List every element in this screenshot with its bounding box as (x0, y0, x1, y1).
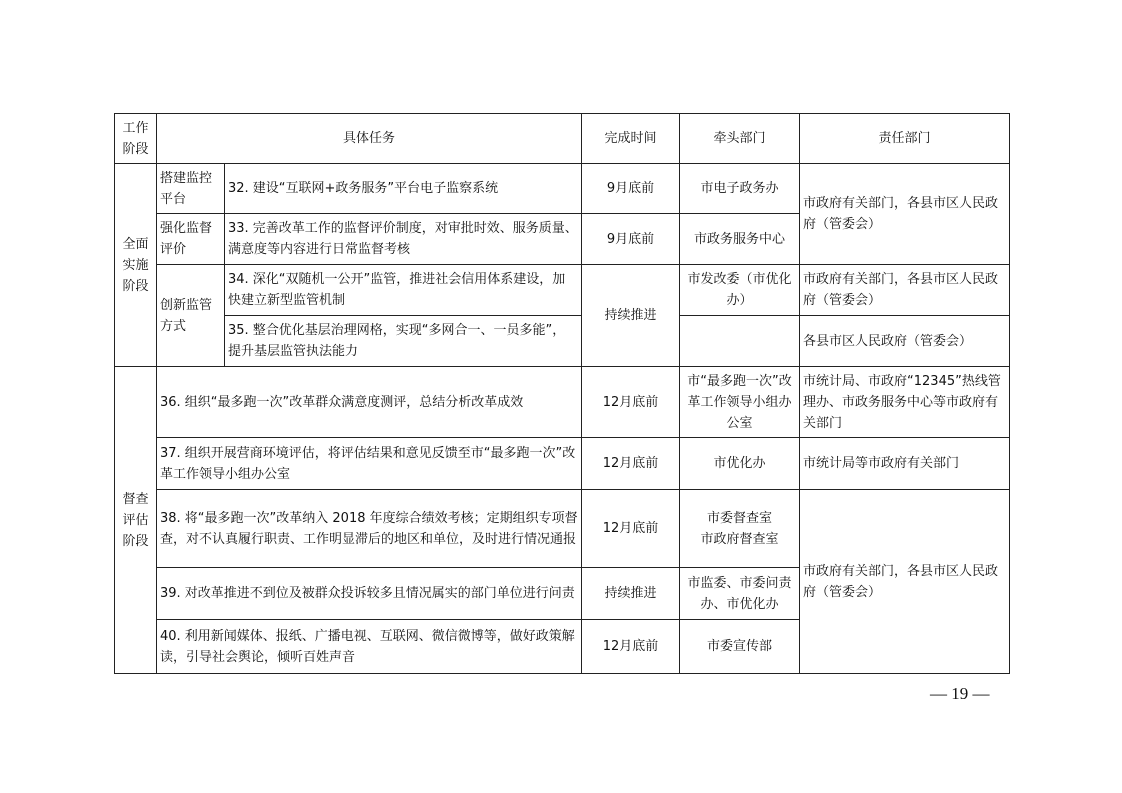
sub-stage-cell: 创新监管方式 (157, 265, 225, 367)
lead-line: 市政府督查室 (700, 531, 779, 547)
time-cell: 持续推进 (582, 568, 680, 620)
header-lead: 牵头部门 (680, 114, 800, 164)
lead-cell (680, 316, 800, 367)
lead-cell: 市委宣传部 (680, 620, 800, 674)
header-resp: 责任部门 (800, 114, 1010, 164)
lead-cell: 市发改委（市优化办） (680, 265, 800, 316)
time-cell: 9月底前 (582, 214, 680, 265)
stage-cell: 全面实施阶段 (115, 164, 157, 367)
lead-cell: 市监委、市委问责办、市优化办 (680, 568, 800, 620)
header-time: 完成时间 (582, 114, 680, 164)
task-cell: 38. 将“最多跑一次”改革纳入 2018 年度综合绩效考核；定期组织专项督查，对不认真履行职责、工作明显滞后的地区和单位，及时进行情况通报 (157, 490, 582, 568)
task-table (114, 113, 1010, 674)
task-cell: 39. 对改革推进不到位及被群众投诉较多且情况属实的部门单位进行问责 (157, 568, 582, 620)
resp-cell: 市统计局等市政府有关部门 (800, 438, 1010, 490)
task-cell: 35. 整合优化基层治理网格，实现“多网合一、一员多能”，提升基层监管执法能力 (225, 316, 582, 367)
lead-cell: 市电子政务办 (680, 164, 800, 214)
time-cell: 12月底前 (582, 490, 680, 568)
header-task: 具体任务 (157, 114, 582, 164)
table-row (115, 367, 1010, 438)
task-cell: 32. 建设“互联网+政务服务”平台电子监察系统 (225, 164, 582, 214)
time-cell: 9月底前 (582, 164, 680, 214)
stage-cell: 督查评估阶段 (115, 367, 157, 674)
time-cell: 12月底前 (582, 367, 680, 438)
resp-cell: 市政府有关部门，各县市区人民政府（管委会） (800, 490, 1010, 674)
header-row (115, 114, 1010, 164)
resp-cell: 各县市区人民政府（管委会） (800, 316, 1010, 367)
lead-cell (680, 490, 800, 568)
table-row (115, 316, 1010, 367)
sub-stage-cell: 强化监督评价 (157, 214, 225, 265)
task-cell: 33. 完善改革工作的监督评价制度，对审批时效、服务质量、满意度等内容进行日常监督考核 (225, 214, 582, 265)
header-stage: 工作阶段 (115, 114, 157, 164)
task-cell: 34. 深化“双随机一公开”监管，推进社会信用体系建设，加快建立新型监管机制 (225, 265, 582, 316)
lead-cell: 市政务服务中心 (680, 214, 800, 265)
time-cell: 12月底前 (582, 620, 680, 674)
lead-cell: 市“最多跑一次”改革工作领导小组办公室 (680, 367, 800, 438)
page-number: — 19 — (930, 684, 990, 703)
task-cell: 36. 组织“最多跑一次”改革群众满意度测评，总结分析改革成效 (157, 367, 582, 438)
resp-cell: 市政府有关部门，各县市区人民政府（管委会） (800, 164, 1010, 265)
sub-stage-cell: 搭建监控平台 (157, 164, 225, 214)
task-cell: 37. 组织开展营商环境评估，将评估结果和意见反馈至市“最多跑一次”改革工作领导小组办公室 (157, 438, 582, 490)
task-cell: 40. 利用新闻媒体、报纸、广播电视、互联网、微信微博等，做好政策解读，引导社会舆论，倾听百姓声音 (157, 620, 582, 674)
resp-cell: 市政府有关部门，各县市区人民政府（管委会） (800, 265, 1010, 316)
table-row (115, 438, 1010, 490)
lead-line: 市委督查室 (707, 510, 773, 526)
table-row (115, 490, 1010, 568)
resp-cell: 市统计局、市政府“12345”热线管理办、市政务服务中心等市政府有关部门 (800, 367, 1010, 438)
time-cell: 持续推进 (582, 265, 680, 367)
lead-cell: 市优化办 (680, 438, 800, 490)
time-cell: 12月底前 (582, 438, 680, 490)
table-row (115, 265, 1010, 316)
table-row (115, 164, 1010, 214)
